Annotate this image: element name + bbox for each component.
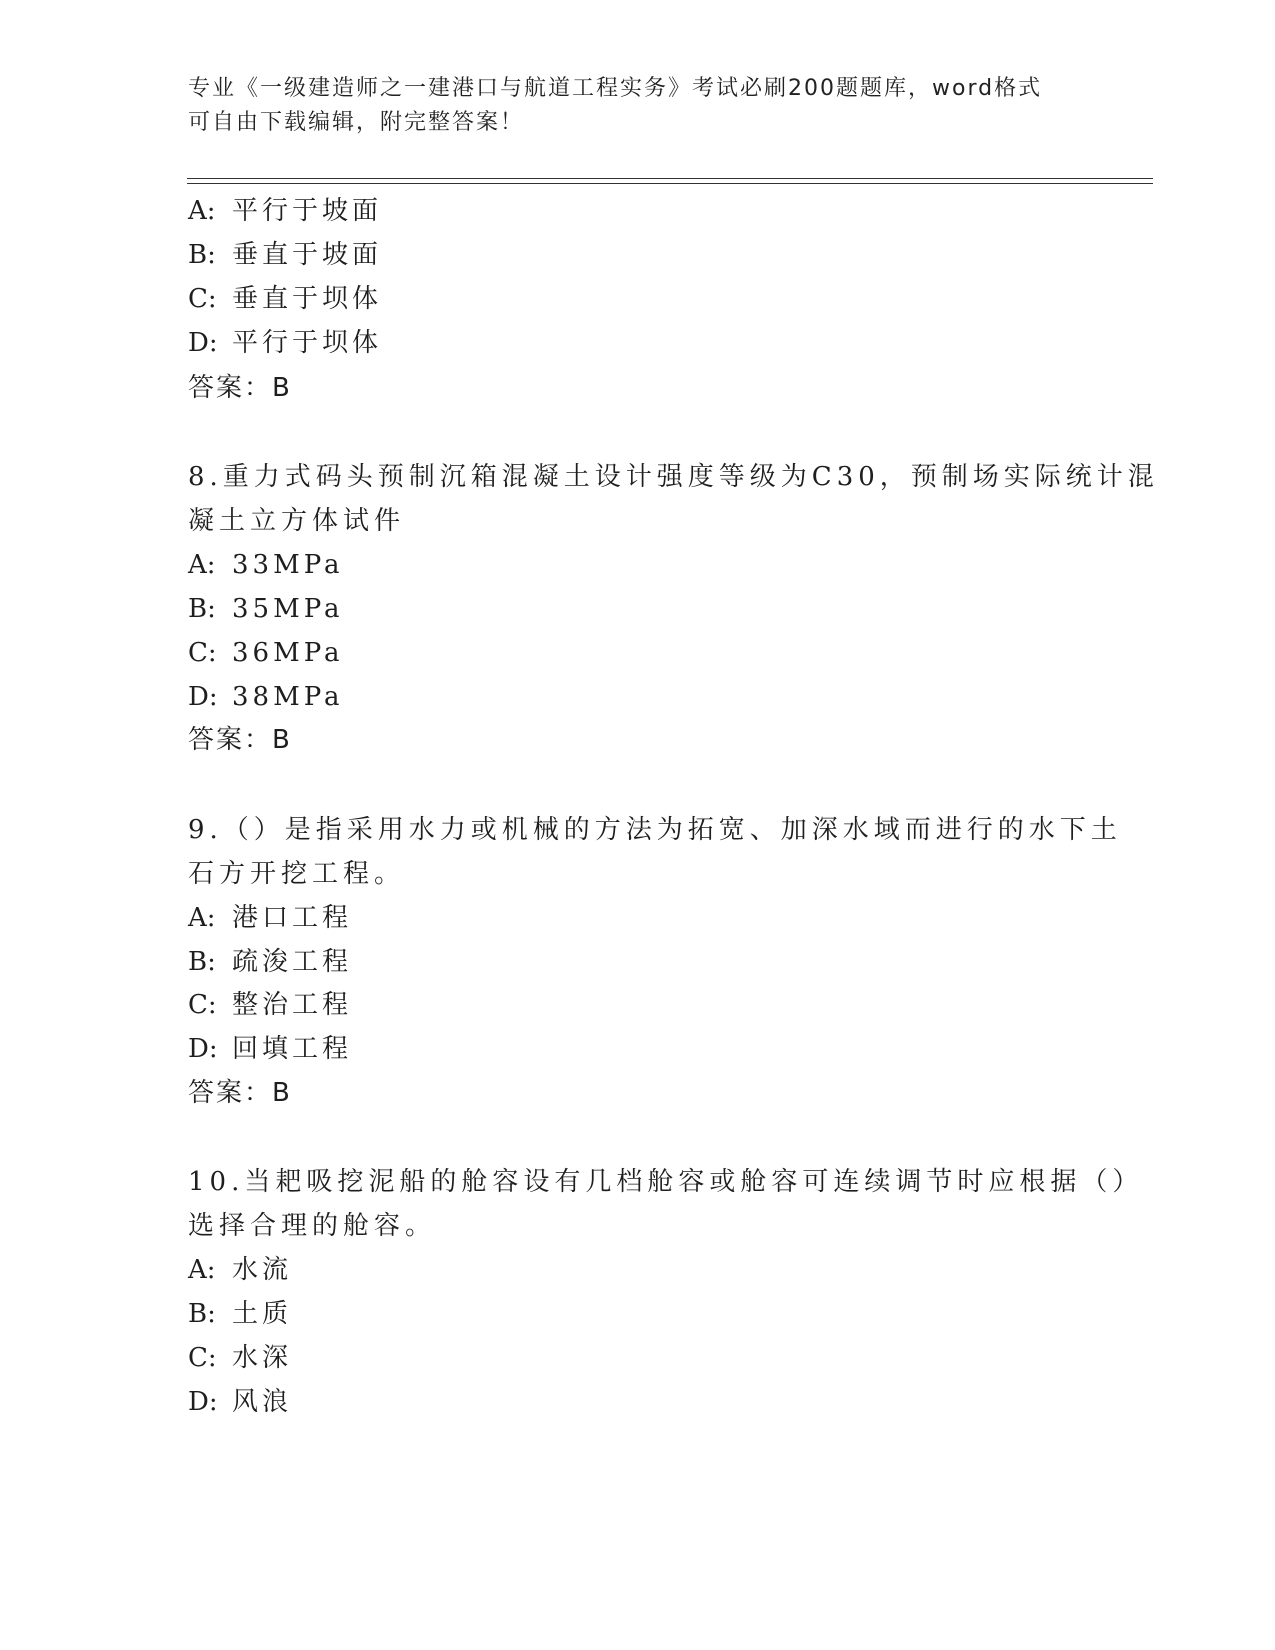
option-label: D:: [188, 328, 218, 358]
option-text: 回填工程: [232, 1034, 353, 1064]
option-label: D:: [188, 1387, 218, 1417]
option-text: 平行于坝体: [232, 328, 383, 358]
header-divider-thin: [187, 183, 1153, 184]
header-divider-thick: [187, 178, 1153, 179]
q8-option-b: [188, 594, 344, 624]
q10-option-a: [188, 1255, 292, 1285]
option-label: C:: [188, 638, 217, 668]
option-label: B:: [188, 594, 216, 624]
option-label: C:: [188, 990, 217, 1020]
option-text: 36MPa: [232, 638, 344, 668]
q8-stem-line-2: 凝土立方体试件: [188, 506, 406, 536]
q10-option-c: [188, 1343, 292, 1373]
option-label: D:: [188, 682, 218, 712]
option-label: A:: [188, 550, 216, 580]
q9-option-a: [188, 903, 352, 933]
q8-option-d: [188, 682, 344, 712]
header-line-2: 可自由下载编辑，附完整答案！: [188, 110, 525, 135]
q9-stem-line-2: 石方开挖工程。: [188, 859, 406, 889]
q8-answer: 答案：B: [188, 725, 292, 755]
option-text: 疏浚工程: [232, 947, 353, 977]
q10-stem-line-2: 选择合理的舱容。: [188, 1211, 437, 1241]
q8-stem-line-1: 8.重力式码头预制沉箱混凝土设计强度等级为C30，预制场实际统计混: [188, 462, 1159, 492]
option-text: 水深: [232, 1343, 293, 1373]
header-line-1: 专业《一级建造师之一建港口与航道工程实务》考试必刷200题题库，word格式: [188, 76, 1043, 101]
q7-option-a: [188, 196, 382, 226]
q10-option-d: [188, 1387, 292, 1417]
option-label: C:: [188, 284, 217, 314]
option-text: 垂直于坡面: [232, 240, 383, 270]
q9-option-b: [188, 947, 352, 977]
q9-option-d: [188, 1034, 352, 1064]
option-label: B:: [188, 947, 216, 977]
option-text: 33MPa: [232, 550, 344, 580]
option-text: 平行于坡面: [232, 196, 383, 226]
q7-option-c: [188, 284, 382, 314]
option-text: 土质: [232, 1299, 293, 1329]
option-label: B:: [188, 240, 216, 270]
option-text: 整治工程: [232, 990, 353, 1020]
option-label: B:: [188, 1299, 216, 1329]
q10-option-b: [188, 1299, 292, 1329]
option-label: D:: [188, 1034, 218, 1064]
option-text: 38MPa: [232, 682, 344, 712]
option-label: A:: [188, 196, 216, 226]
option-text: 垂直于坝体: [232, 284, 383, 314]
q9-option-c: [188, 990, 352, 1020]
option-label: A:: [188, 1255, 216, 1285]
q7-option-d: [188, 328, 382, 358]
q8-option-c: [188, 638, 344, 668]
q8-option-a: [188, 550, 344, 580]
option-label: A:: [188, 903, 216, 933]
q7-option-b: [188, 240, 382, 270]
q9-stem-line-1: 9.（）是指采用水力或机械的方法为拓宽、加深水域而进行的水下土: [188, 815, 1122, 845]
q10-stem-line-1: 10.当耙吸挖泥船的舱容设有几档舱容或舱容可连续调节时应根据（）: [188, 1167, 1144, 1197]
option-text: 35MPa: [232, 594, 344, 624]
document-header: [188, 72, 1068, 140]
q9-answer: 答案：B: [188, 1078, 292, 1108]
option-text: 水流: [232, 1255, 293, 1285]
q7-answer: 答案：B: [188, 373, 292, 403]
option-label: C:: [188, 1343, 217, 1373]
option-text: 港口工程: [232, 903, 353, 933]
option-text: 风浪: [232, 1387, 293, 1417]
